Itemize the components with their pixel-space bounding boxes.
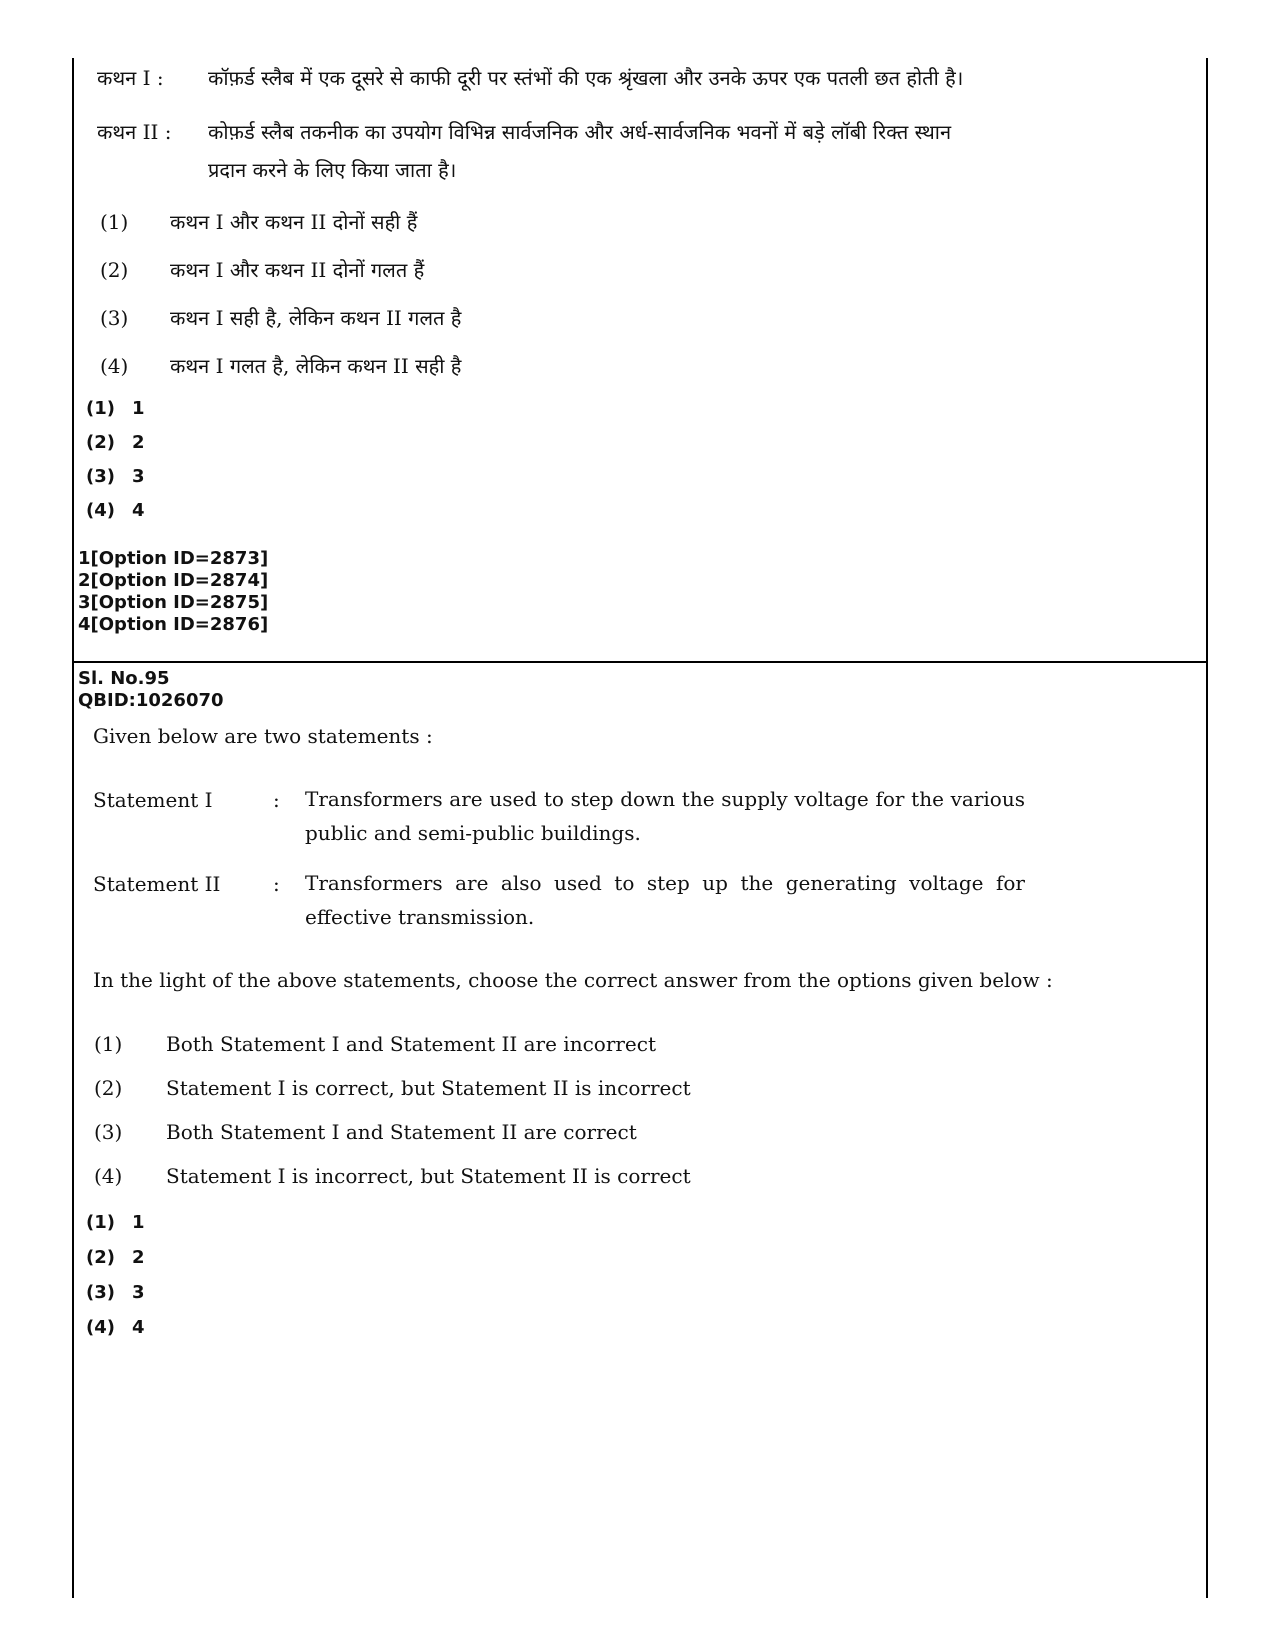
option-id: 4[Option ID=2876]: [78, 614, 269, 635]
statement-1-label: Statement I: [93, 788, 213, 812]
answer-choice[interactable]: (2) 2: [86, 432, 145, 453]
option-text: कथन I और कथन II दोनों सही हैं: [170, 210, 418, 234]
option-text: Statement I is incorrect, but Statement II is correct: [166, 1164, 691, 1188]
option-text: कथन I सही है, लेकिन कथन II गलत है: [170, 306, 462, 330]
option-number: (4): [100, 354, 129, 378]
statement-2-label: Statement II: [93, 872, 221, 896]
option-number: (2): [94, 1076, 123, 1100]
question-intro: Given below are two statements :: [93, 724, 433, 748]
option-number: (2): [100, 258, 129, 282]
statement-2-colon: :: [273, 872, 280, 896]
question-divider: [72, 661, 1208, 663]
option-text: Both Statement I and Statement II are incorrect: [166, 1032, 657, 1056]
option-text: Statement I is correct, but Statement II is incorrect: [166, 1076, 691, 1100]
statement-1-colon: :: [273, 788, 280, 812]
option-id: 3[Option ID=2875]: [78, 592, 269, 613]
option-text: Both Statement I and Statement II are correct: [166, 1120, 637, 1144]
qbid: QBID:1026070: [78, 690, 224, 711]
option-number: (3): [94, 1120, 123, 1144]
option-number: (3): [100, 306, 129, 330]
option-number: (1): [100, 210, 129, 234]
answer-choice[interactable]: (1) 1: [86, 1212, 145, 1233]
option-text: कथन I और कथन II दोनों गलत हैं: [170, 258, 425, 282]
option-text: कथन I गलत है, लेकिन कथन II सही है: [170, 354, 462, 378]
answer-choice[interactable]: (1) 1: [86, 398, 145, 419]
option-id: 1[Option ID=2873]: [78, 548, 269, 569]
answer-choice[interactable]: (2) 2: [86, 1247, 145, 1268]
statement-2-text: Transformers are also used to step up the generating voltage for effective transmission.: [305, 871, 1025, 929]
option-id: 2[Option ID=2874]: [78, 570, 269, 591]
statement-1-text: Transformers are used to step down the supply voltage for the various public and semi-public buildings.: [305, 787, 1025, 845]
statement-2-text-line-2: प्रदान करने के लिए किया जाता है।: [208, 158, 457, 182]
question-instruction: In the light of the above statements, choose the correct answer from the options given below :: [93, 968, 1053, 992]
statement-2-text-line-1: कोफ़र्ड स्लैब तकनीक का उपयोग विभिन्न सार्वजनिक और अर्ध-सार्वजनिक भवनों में बड़े लॉबी रिक्त स्थान: [208, 120, 952, 144]
option-number: (4): [94, 1164, 123, 1188]
statement-1-text: कॉफ़र्ड स्लैब में एक दूसरे से काफी दूरी पर स्तंभों की एक श्रृंखला और उनके ऊपर एक पतली छत होती है।: [208, 66, 964, 90]
answer-choice[interactable]: (4) 4: [86, 1317, 145, 1338]
answer-choice[interactable]: (4) 4: [86, 500, 145, 521]
answer-choice[interactable]: (3) 3: [86, 466, 145, 487]
statement-2-label: कथन II :: [97, 120, 172, 144]
statement-1-label: कथन I :: [97, 66, 164, 90]
option-number: (1): [94, 1032, 123, 1056]
serial-number: Sl. No.95: [78, 668, 170, 689]
answer-choice[interactable]: (3) 3: [86, 1282, 145, 1303]
